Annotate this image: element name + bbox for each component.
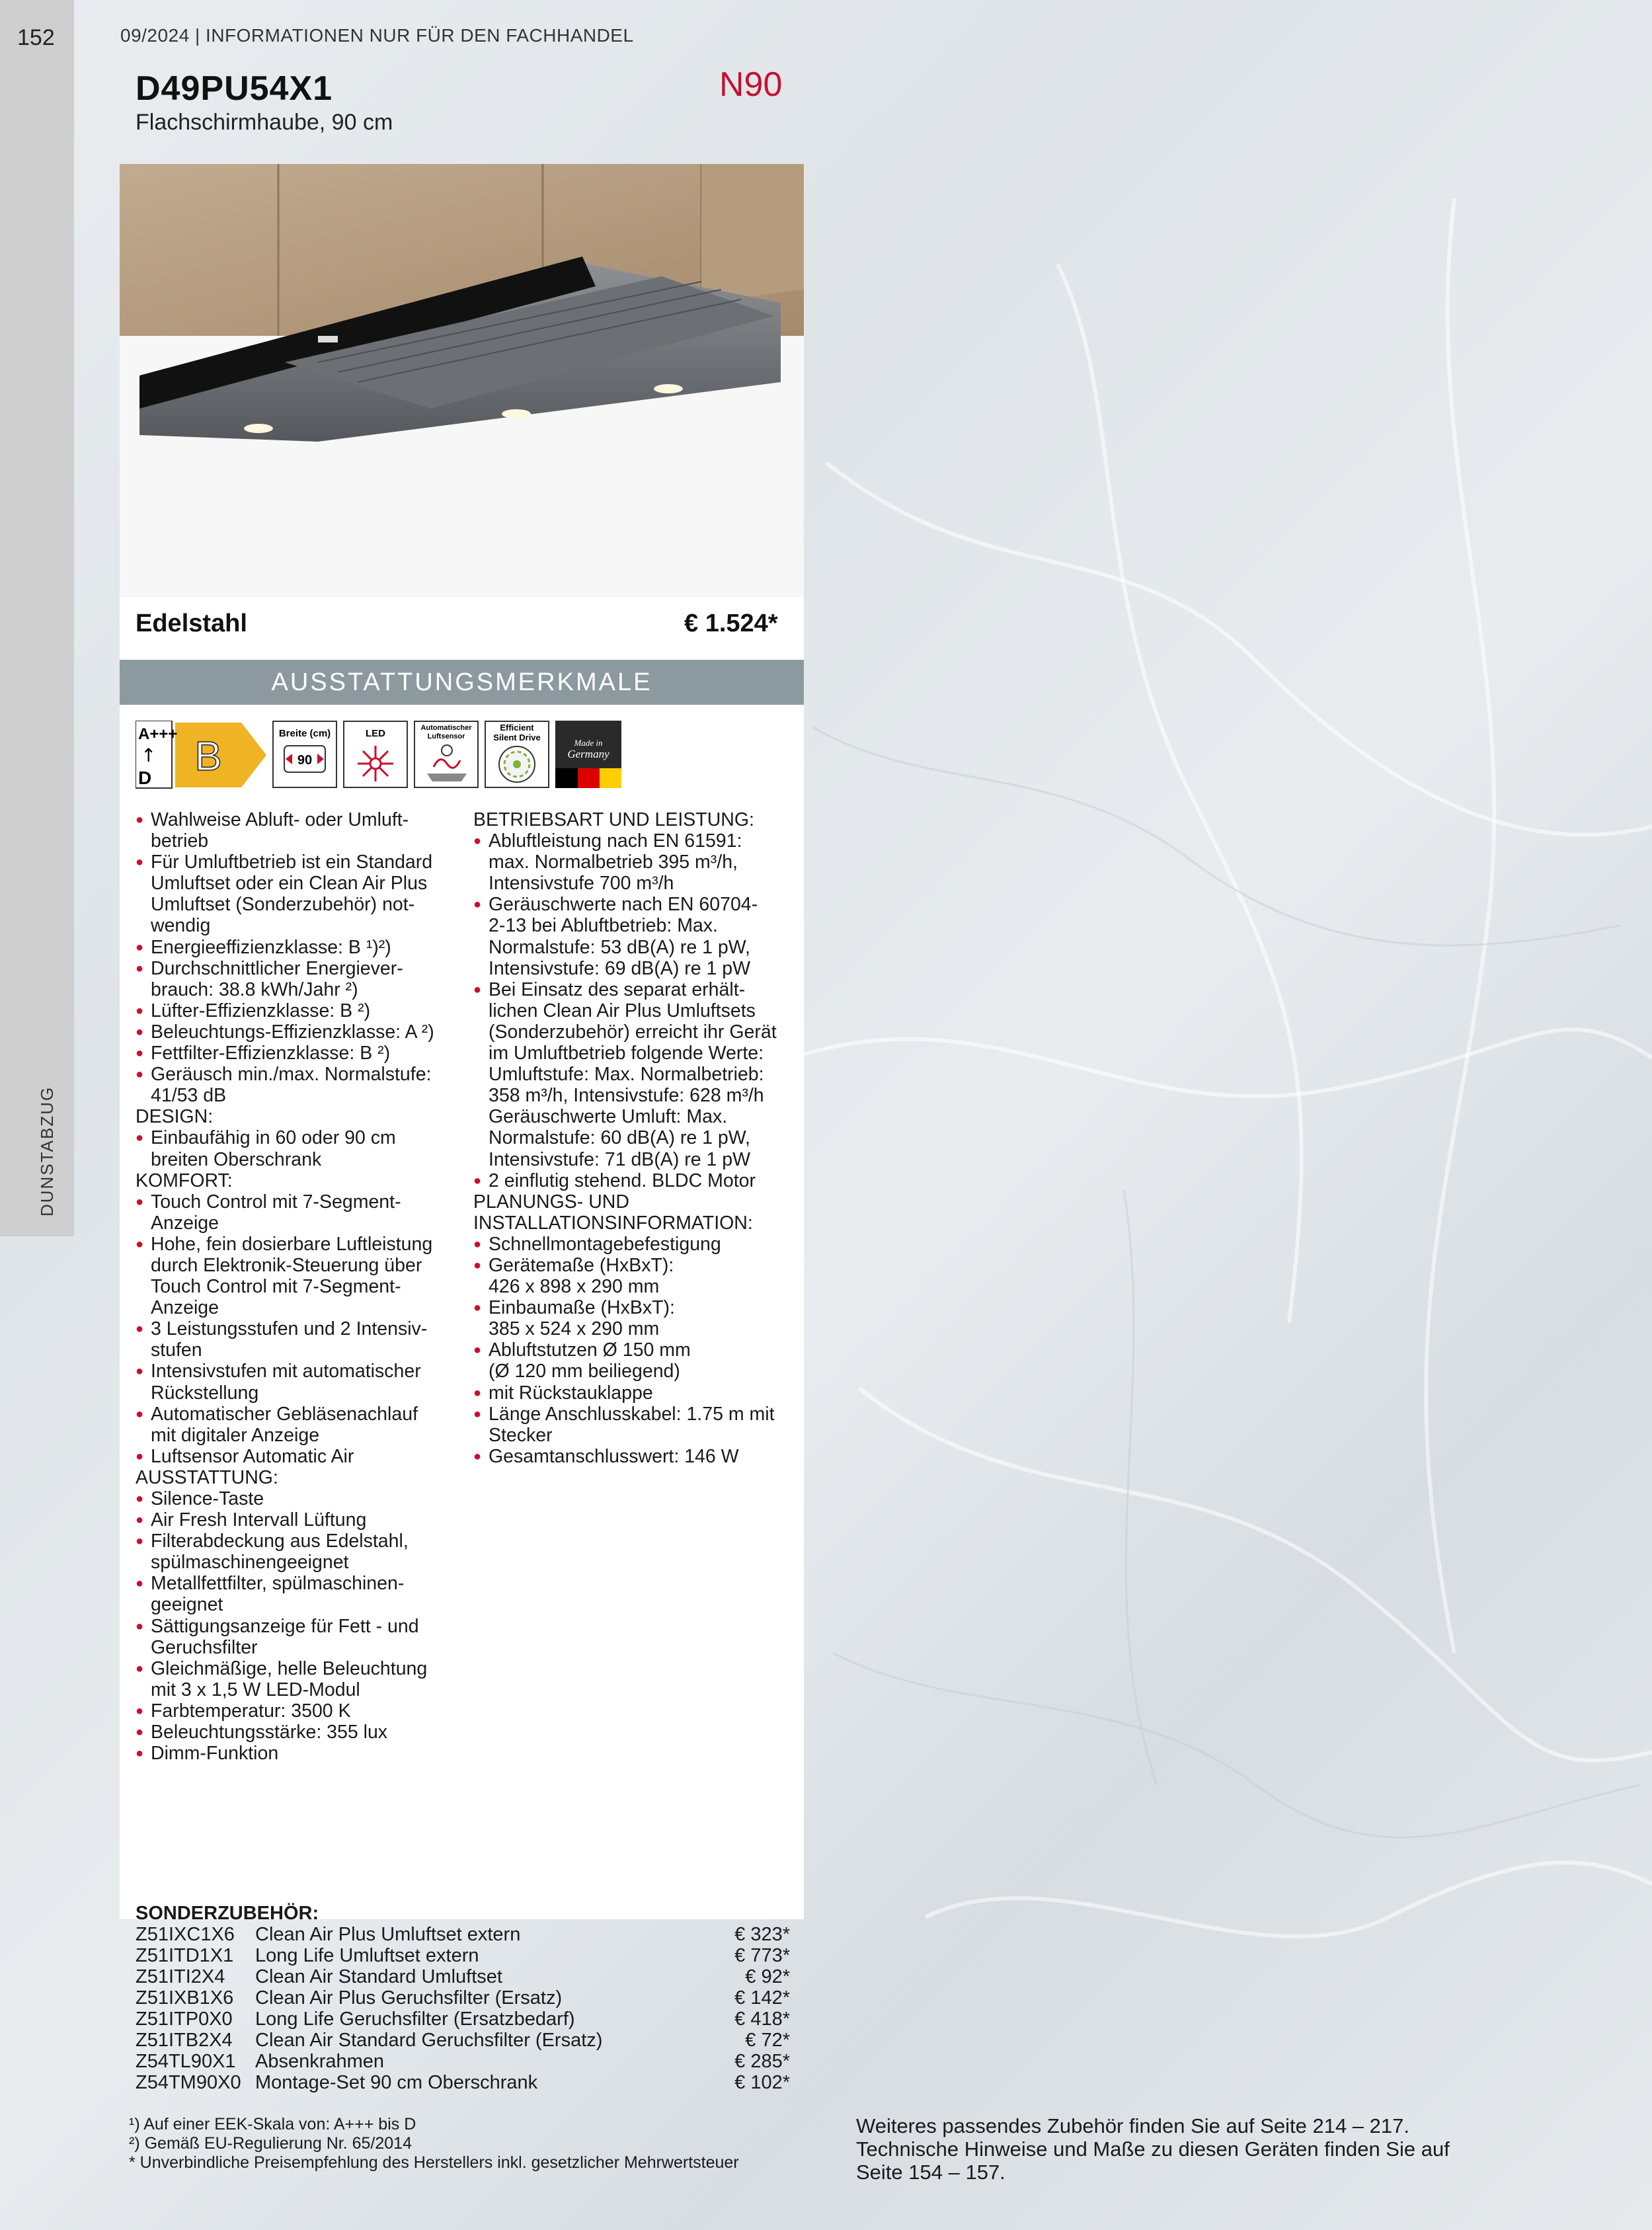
list-item: ● Bei Einsatz des separat erhält- lichen Clean Air Plus Umluftsets (Sonderzubehör) erreicht ihr Gerät im Umluftbetrieb folgende Werte: Umluftstufe: Max. Normalbetrieb: 358 m³/h, Intensivstufe: 628 m³/h Geräuschwerte Umluft: Max. Normalstufe: 60 dB(A) re 1 pW, Intensivstufe: 71 dB(A) re 1 pW — [473, 979, 797, 1170]
design-list — [136, 1127, 459, 1170]
list-item: ● Fettfilter-Effizienzklasse: B ²) — [136, 1043, 459, 1064]
accessory-name: Clean Air Standard Umluftset — [255, 1966, 502, 1987]
silent-drive-icon — [485, 721, 551, 790]
list-item: ● Geräusch min./max. Normalstufe: 41/53 dB — [136, 1064, 459, 1106]
accessory-price: € 418* — [734, 2009, 790, 2030]
list-item: ● mit Rückstauklappe — [473, 1382, 797, 1404]
list-item: ● Gleichmäßige, helle Beleuchtung mit 3 x 1,5 W LED-Modul — [136, 1658, 459, 1700]
accessory-price: € 92* — [745, 1966, 790, 1987]
list-item: ● Dimm-Funktion — [136, 1743, 459, 1764]
product-subtitle: Flachschirmhaube, 90 cm — [136, 110, 393, 135]
list-item: ● Abluftleistung nach EN 61591: max. Normalbetrieb 395 m³/h, Intensivstufe 700 m³/h — [473, 830, 797, 894]
list-item: ● Einbaufähig in 60 oder 90 cm breiten Oberschrank — [136, 1127, 459, 1170]
energy-label-icon — [136, 721, 268, 790]
planung-list — [473, 1234, 797, 1467]
list-item: ● Länge Anschlusskabel: 1.75 m mit Stecker — [473, 1404, 797, 1446]
made-in-text-2: Germany — [567, 748, 610, 760]
series-label: N90 — [719, 65, 783, 104]
list-item: ● Schnellmontagebefestigung — [473, 1234, 797, 1255]
betrieb-heading: BETRIEBSART UND LEISTUNG: — [473, 809, 754, 830]
footnotes — [129, 2115, 739, 2172]
width-label: Breite (cm) — [278, 728, 331, 739]
accessory-name: Clean Air Plus Geruchsfilter (Ersatz) — [255, 1987, 563, 2009]
more-info-line-1: Weiteres passendes Zubehör finden Sie auf Seite 214 – 217. — [856, 2114, 1409, 2137]
accessory-code: Z51IXB1X6 — [136, 1987, 234, 2009]
more-info-note — [856, 2114, 1450, 2184]
led-label: LED — [366, 728, 385, 739]
list-item: ● Energieeffizienzklasse: B ¹)²) — [136, 937, 459, 958]
sensor-label-2: Luftsensor — [427, 733, 465, 740]
accessory-name: Clean Air Plus Umluftset extern — [255, 1924, 521, 1945]
list-item: ● Wahlweise Abluft- oder Umluft- betrieb — [136, 809, 459, 852]
list-item: ● Filterabdeckung aus Edelstahl, spülmaschinengeeignet — [136, 1531, 459, 1573]
led-icon — [343, 721, 409, 790]
list-item: ● Intensivstufen mit automatischer Rückstellung — [136, 1361, 459, 1403]
accessory-row — [136, 2051, 790, 2072]
width-value: 90 — [297, 753, 313, 768]
accessory-code: Z51ITP0X0 — [136, 2009, 233, 2030]
list-item: ● Lüfter-Effizienzklasse: B ²) — [136, 1000, 459, 1021]
accessory-name: Montage-Set 90 cm Oberschrank — [255, 2072, 538, 2093]
energy-scale-bottom: D — [138, 768, 152, 788]
list-item: ● Metallfettfilter, spülmaschinen- geeignet — [136, 1573, 459, 1615]
ausstattung-list — [136, 1488, 459, 1764]
accessory-row — [136, 2072, 790, 2093]
made-in-text-1: Made in — [574, 738, 603, 748]
product-model: D49PU54X1 — [136, 69, 333, 108]
variant-label: Edelstahl — [136, 610, 247, 637]
accessory-row — [136, 1924, 790, 1945]
more-info-line-2: Technische Hinweise und Maße zu diesen Geräten finden Sie auf — [856, 2137, 1450, 2161]
accessory-code: Z51ITD1X1 — [136, 1945, 234, 1966]
list-item: ● Gesamtanschlusswert: 146 W — [473, 1446, 797, 1467]
accessory-row — [136, 2009, 790, 2030]
accessory-price: € 72* — [745, 2030, 790, 2051]
list-item: ● Air Fresh Intervall Lüftung — [136, 1509, 459, 1531]
left-feature-column — [136, 809, 459, 1764]
komfort-list — [136, 1191, 459, 1467]
page-header: 09/2024 | INFORMATIONEN NUR FÜR DEN FACHHANDEL — [120, 25, 634, 46]
list-item: ● Sättigungsanzeige für Fett - und Geruchsfilter — [136, 1616, 459, 1658]
komfort-heading: KOMFORT: — [136, 1170, 233, 1191]
accessory-code: Z51IXC1X6 — [136, 1924, 235, 1945]
accessory-code: Z54TL90X1 — [136, 2051, 236, 2072]
page-number: 152 — [17, 25, 55, 50]
accessory-name: Absenkrahmen — [255, 2051, 385, 2072]
list-item: ● Automatischer Gebläsenachlauf mit digitaler Anzeige — [136, 1404, 459, 1446]
general-list — [136, 809, 459, 1106]
ausstattung-heading: AUSSTATTUNG: — [136, 1466, 278, 1488]
silent-label-2: Silent Drive — [493, 733, 541, 742]
more-info-line-3: Seite 154 – 157. — [856, 2161, 1005, 2184]
made-in-germany-icon — [555, 721, 621, 790]
energy-class-text: B — [194, 734, 222, 779]
energy-scale-top: A+++ — [138, 725, 178, 743]
list-item: ● Beleuchtungs-Effizienzklasse: A ²) — [136, 1021, 459, 1043]
features-band: AUSSTATTUNGSMERKMALE — [120, 660, 804, 705]
list-item: ● Farbtemperatur: 3500 K — [136, 1700, 459, 1722]
list-item: ● Abluftstutzen Ø 150 mm (Ø 120 mm beiliegend) — [473, 1339, 797, 1382]
accessory-row — [136, 1945, 790, 1966]
sidebar-band — [0, 0, 74, 1236]
accessory-price: € 323* — [734, 1924, 790, 1945]
section-label: DUNSTABZUG — [37, 1086, 57, 1216]
list-item: ● 2 einflutig stehend. BLDC Motor — [473, 1170, 797, 1191]
accessory-code: Z51ITI2X4 — [136, 1966, 225, 1987]
betrieb-list — [473, 830, 797, 1191]
silent-label-1: Efficient — [500, 723, 534, 733]
list-item: ● Beleuchtungsstärke: 355 lux — [136, 1722, 459, 1743]
accessory-name: Long Life Geruchsfilter (Ersatzbedarf) — [255, 2009, 575, 2030]
list-item: ● Gerätemaße (HxBxT): 426 x 898 x 290 mm — [473, 1255, 797, 1297]
accessories-heading: SONDERZUBEHÖR: — [136, 1903, 319, 1924]
accessory-price: € 773* — [734, 1945, 790, 1966]
accessory-code: Z54TM90X0 — [136, 2072, 241, 2093]
product-photo — [120, 164, 804, 597]
price-label: € 1.524* — [684, 610, 778, 637]
air-sensor-icon — [414, 721, 480, 790]
accessory-price: € 142* — [734, 1987, 790, 2009]
list-item: ● Hohe, fein dosierbare Luftleistung durch Elektronik-Steuerung über Touch Control mit 7-Segment- Anzeige — [136, 1234, 459, 1318]
accessories-section — [136, 1903, 790, 2093]
footnote-2: ²) Gemäß EU-Regulierung Nr. 65/2014 — [129, 2134, 412, 2153]
accessory-row — [136, 1987, 790, 2009]
planung-heading: PLANUNGS- UND INSTALLATIONSINFORMATION: — [473, 1191, 753, 1234]
accessory-price: € 285* — [734, 2051, 790, 2072]
list-item: ● Geräuschwerte nach EN 60704- 2-13 bei Abluftbetrieb: Max. Normalstufe: 53 dB(A) re 1 pW, Intensivstufe: 69 dB(A) re 1 pW — [473, 894, 797, 978]
width-icon — [272, 721, 338, 790]
accessory-price: € 102* — [734, 2072, 790, 2093]
accessory-name: Clean Air Standard Geruchsfilter (Ersatz) — [255, 2030, 603, 2051]
accessories-table — [136, 1924, 790, 2093]
list-item: ● Touch Control mit 7-Segment- Anzeige — [136, 1191, 459, 1234]
list-item: ● Durchschnittlicher Energiever- brauch: 38.8 kWh/Jahr ²) — [136, 958, 459, 1000]
design-heading: DESIGN: — [136, 1106, 214, 1128]
energy-scale-arrow: ↑ — [141, 744, 157, 766]
list-item: ● Luftsensor Automatic Air — [136, 1446, 459, 1467]
list-item: ● Silence-Taste — [136, 1488, 459, 1509]
accessory-row — [136, 1966, 790, 1987]
list-item: ● 3 Leistungsstufen und 2 Intensiv- stufen — [136, 1318, 459, 1361]
footnote-3: * Unverbindliche Preisempfehlung des Herstellers inkl. gesetzlicher Mehrwertsteuer — [129, 2153, 739, 2172]
list-item: ● Für Umluftbetrieb ist ein Standard Umluftset oder ein Clean Air Plus Umluftset (Sonderzubehör) not- wendig — [136, 852, 459, 936]
accessory-row — [136, 2030, 790, 2051]
accessory-code: Z51ITB2X4 — [136, 2030, 233, 2051]
list-item: ● Einbaumaße (HxBxT): 385 x 524 x 290 mm — [473, 1297, 797, 1339]
sensor-label-1: Automatischer — [420, 724, 472, 732]
right-feature-column — [473, 809, 797, 1467]
footnote-1: ¹) Auf einer EEK-Skala von: A+++ bis D — [129, 2115, 416, 2133]
accessory-name: Long Life Umluftset extern — [255, 1945, 479, 1966]
